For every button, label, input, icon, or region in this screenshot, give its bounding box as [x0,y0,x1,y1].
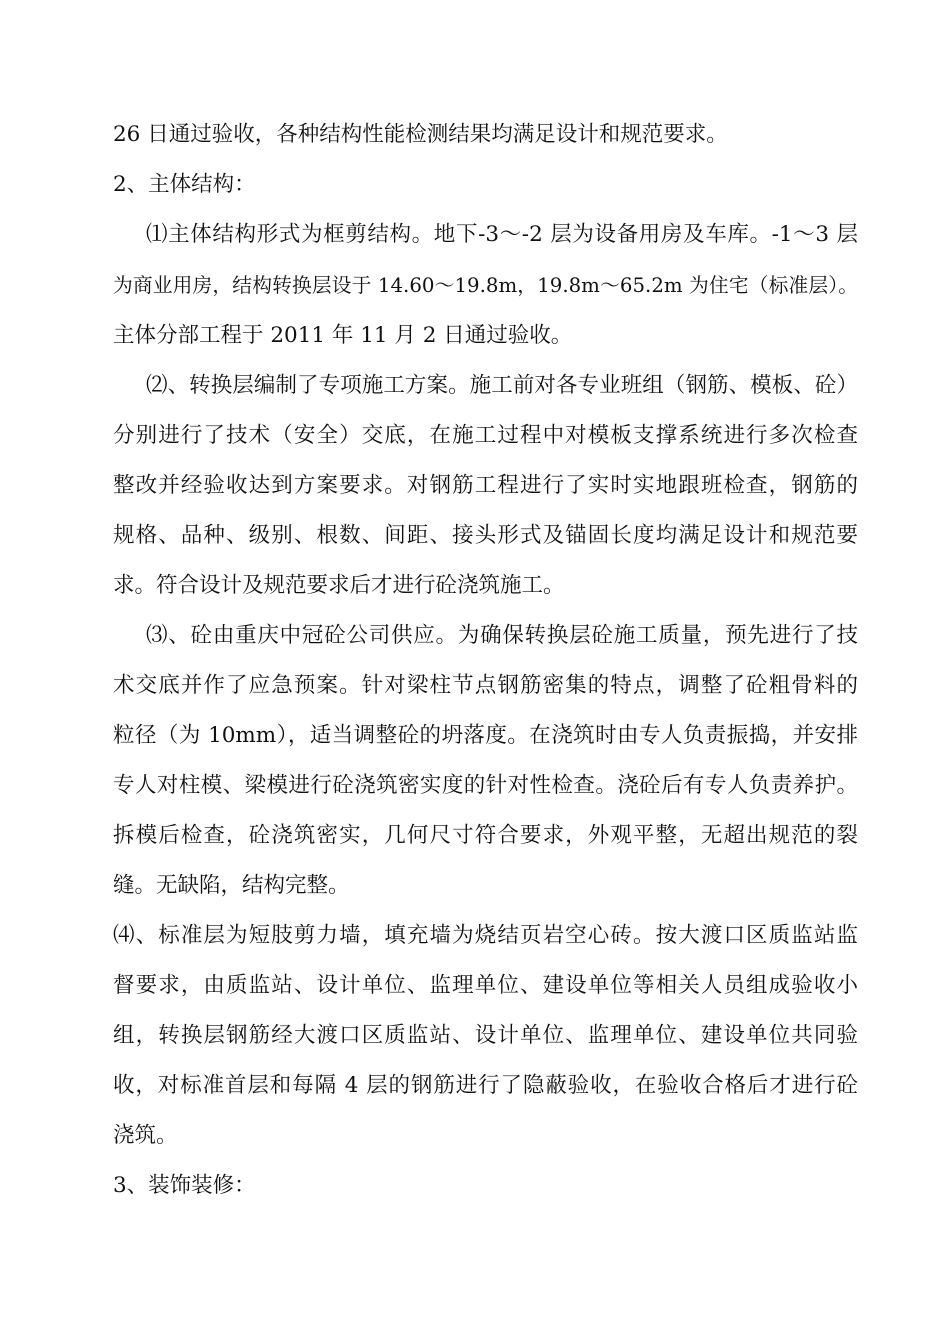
text-line: 粒径（为 10mm），适当调整砼的坍落度。在浇筑时由专人负责振捣，并安排 [113,723,858,748]
text-line: 浇筑。 [113,1123,178,1148]
text-line: 规格、品种、级别、根数、间距、接头形式及锚固长度均满足设计和规范要 [113,523,858,548]
text-line: 主体分部工程于 2011 年 11 月 2 日通过验收。 [113,323,573,348]
text-line: 督要求，由质监站、设计单位、监理单位、建设单位等相关人员组成验收小 [113,973,858,998]
text-line: 为商业用房，结构转换层设于 14.60～19.8m，19.8m～65.2m 为住宅（标准层）。 [113,274,858,297]
text-line: 分别进行了技术（安全）交底，在施工过程中对模板支撑系统进行多次检查 [113,423,858,448]
text-line: 拆模后检查，砼浇筑密实，几何尺寸符合要求，外观平整，无超出规范的裂 [113,823,858,848]
text-line: 术交底并作了应急预案。针对梁柱节点钢筋密集的特点，调整了砼粗骨料的 [113,673,858,698]
text-line: 整改并经验收达到方案要求。对钢筋工程进行了实时实地跟班检查，钢筋的 [113,473,858,498]
text-line: ⑶、砼由重庆中冠砼公司供应。为确保转换层砼施工质量，预先进行了技 [146,623,858,648]
text-line: ⑴主体结构形式为框剪结构。地下-3～-2 层为设备用房及车库。-1～3 层 [146,222,858,247]
text-line: 26 日通过验收，各种结构性能检测结果均满足设计和规范要求。 [113,122,728,147]
text-line: ⑵、转换层编制了专项施工方案。施工前对各专业班组（钢筋、模板、砼） [146,373,858,398]
section-heading: 2、主体结构： [113,172,256,197]
text-line: ⑷、标准层为短肢剪力墙，填充墙为烧结页岩空心砖。按大渡口区质监站监 [113,923,858,948]
text-line: 专人对柱模、梁模进行砼浇筑密实度的针对性检查。浇砼后有专人负责养护。 [113,773,858,798]
text-line: 缝。无缺陷，结构完整。 [113,873,350,898]
text-line: 收，对标准首层和每隔 4 层的钢筋进行了隐蔽验收，在验收合格后才进行砼 [113,1073,858,1098]
section-heading: 3、装饰装修： [113,1173,256,1198]
text-line: 求。符合设计及规范要求后才进行砼浇筑施工。 [113,573,565,598]
text-line: 组，转换层钢筋经大渡口区质监站、设计单位、监理单位、建设单位共同验 [113,1023,858,1048]
